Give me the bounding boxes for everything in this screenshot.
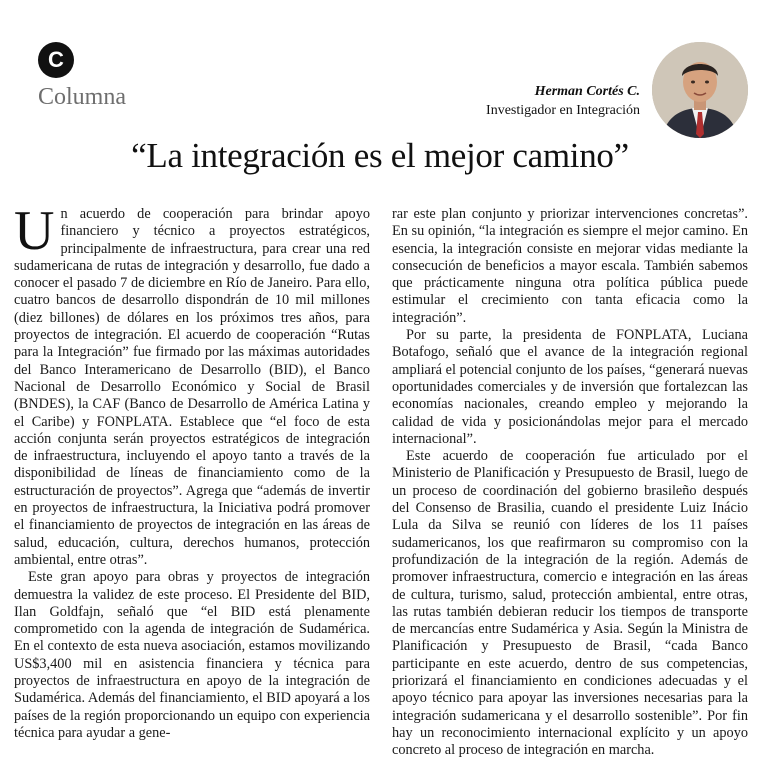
section-label: Columna — [38, 84, 126, 110]
article-paragraph: rar este plan conjunto y priorizar intervenciones concretas”. En su opinión, “la integración es siempre el mejor camino. En esencia, la integración consiste en mejorar vidas mediante la consecución de beneficios a mayor escala. También sabemos que prácticamente ninguna otra política pública puede estimular el crecimiento con tanta eficacia como la integración”. — [392, 206, 748, 326]
article-column-left — [14, 200, 370, 742]
article-paragraph: Por su parte, la presidenta de FONPLATA, Luciana Botafogo, señaló que el avance de la integración regional ampliará el potencial conjunto de los países, “generará nuevas oportunidades comerciales y de inversión que fortalezcan las economías nacionales, creando empleo y mejorando la calidad de vida y posicionándolas mejor para el mercado internacional”. — [392, 327, 748, 447]
article-column-right — [392, 206, 748, 760]
author-name: Herman Cortés C. — [534, 84, 640, 99]
article-paragraph: Un acuerdo de cooperación para brindar apoyo financiero y técnico a proyectos estratégicos, principalmente de infraestructura, para crear una red sudamericana de rutas de integración y desarrollo, fue dado a conocer el pasado 7 de diciembre en Río de Janeiro. Para ello, cuatro bancos de desarrollo dispondrán de 10 mil millones (diez billones) de dólares en los próximos tres años, para proyectos de integración. El acuerdo de cooperación “Rutas para la Integración” fue firmado por las máximas autoridades del Banco Interamericano de Desarrollo (BID), el Banco Nacional de Desarrollo Económico y Social de Brasil (BNDES), la CAF (Banco de Desarrollo de América Latina y el Caribe) y FONPLATA. Establece que “el foco de esta acción conjunta serán proyectos estratégicos de integración de infraestructura, incluyendo el apoyo tanto a través de la disponibilidad de líneas de financiamiento como de la estructuración de proyectos”. Agrega que “además de invertir en proyectos de infraestructura, la Iniciativa podrá promover el financiamiento de proyectos de integración en las áreas de salud, educación, cultura, derechos humanos, protección ambiental, entre otras”. — [14, 200, 370, 568]
author-portrait-image — [652, 42, 748, 138]
author-role: Investigador en Integración — [486, 103, 640, 118]
article-paragraph: Este gran apoyo para obras y proyectos de integración demuestra la validez de este proceso. El Presidente del BID, Ilan Goldfajn, señaló que “el BID está plenamente comprometido con la agenda de integración de Sudamérica. En el contexto de esta nueva asociación, estamos movilizando US$3,400 mil en asistencia financiera y técnica para proyectos de infraestructura en apoyo de la integración de Sudamérica. Además del financiamiento, el BID apoyará a los países de la región proporcionando un equipo con experiencia técnica para ayudar a gene- — [14, 569, 370, 741]
author-photo — [652, 42, 748, 138]
article-paragraph: Este acuerdo de cooperación fue articulado por el Ministerio de Planificación y Presupuesto de Brasil, luego de un proceso de coordinación del gobierno brasileño después del Consenso de Brasilia, cuando el presidente Luiz Inácio Lula da Silva se reunió con líderes de los 11 países sudamericanos, los que reafirmaron su compromiso con la profundización de la integración de la región. Además de promover infraestructura, comercio e integración en las áreas de cultura, turismo, salud, protección ambiental, entre otras, las rutas también debieran reducir los tiempos de transporte de mercancías entre Sudamérica y Asia. Según la Ministra de Planificación y Presupuesto de Brasil, “cada Banco participante en este acuerdo, dentro de sus competencias, priorizará el financiamiento en condiciones adecuadas y el apoyo técnico para apoyar las inversiones necesarias para la integración sudamericana y el desarrollo sostenible”. Por fin hay un reconocimiento internacional explícito y un apoyo concreto al proceso de integración en marcha. — [392, 448, 748, 759]
column-badge: C — [38, 42, 74, 78]
article-title: “La integración es el mejor camino” — [131, 136, 629, 175]
drop-cap: U — [14, 200, 55, 262]
